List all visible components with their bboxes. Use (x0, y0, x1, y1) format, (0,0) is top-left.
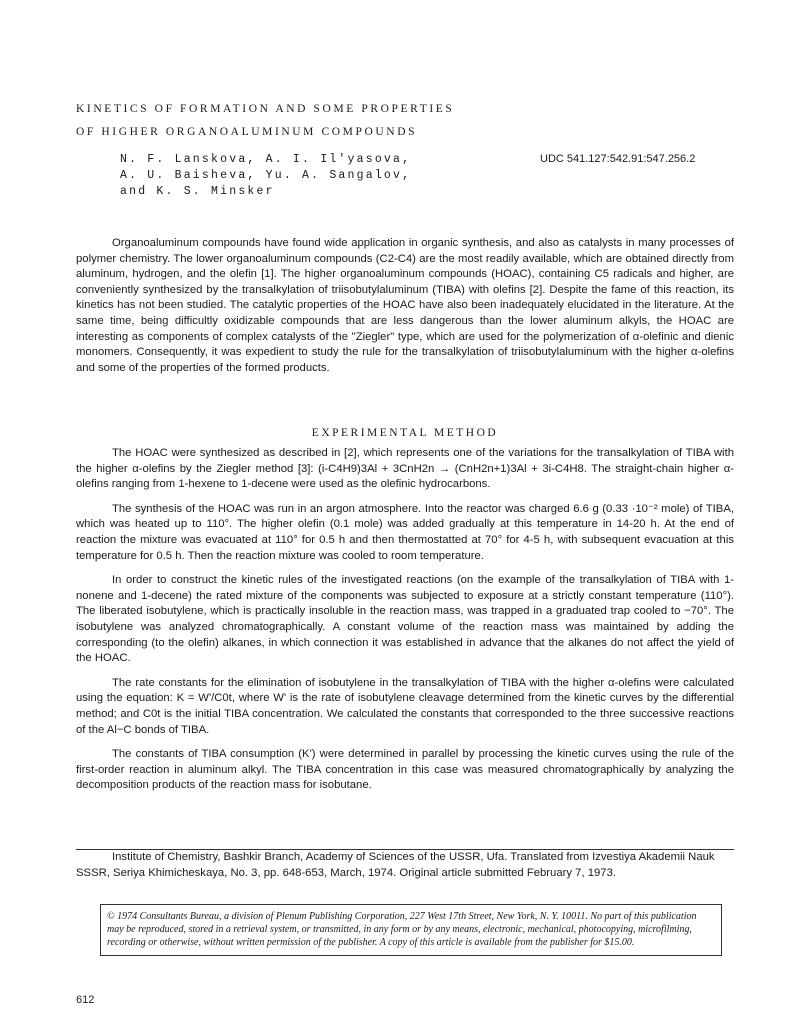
copyright-box: © 1974 Consultants Bureau, a division of Plenum Publishing Corporation, 227 West 17th Street, New York, N. Y. 10011. No part of this publication may be reproduced, stored in a retrieval system, or transmitted, in any form or by any means, electronic, mechanical, photocopying, microfilming, recording or otherwise, without written permission of the publisher. A copy of this article is available from the publisher for $15.00. (100, 904, 722, 956)
methods-paragraph-3: In order to construct the kinetic rules of the investigated reactions (on the example of the transalkylation of TIBA with 1-nonene and 1-decene) the rated mixture of the components was subjected to exposure at a strictly constant temperature (110°). The liberated isobutylene, which is practically insoluble in the reaction mass, was trapped in a graduated trap cooled to −70°. The isobutylene was analyzed chromatographically. A constant volume of the reaction mass was maintained by adding the corresponding (to the olefin) alkanes, in which connection it was established in advance that the alkanes do not affect the yield of the HOAC. (76, 574, 734, 665)
page-number: 612 (76, 994, 95, 1006)
article-title (76, 98, 676, 144)
footnote-text: Institute of Chemistry, Bashkir Branch, Academy of Sciences of the USSR, Ufa. Translated from Izvestiya Akademii Nauk SSSR, Seriya Khimicheskaya, No. 3, pp. 648-653, March, 1974. Original article submitted February 7, 1973. (76, 851, 715, 879)
intro-paragraph: Organoaluminum compounds have found wide application in organic synthesis, and also as catalysts in many processes of polymer chemistry. The lower organoaluminum compounds (C2-C4) are the most readily available, which are obtained directly from aluminum, hydrogen, and the olefin [1]. The higher organoaluminum compounds (HOAC), containing C5 radicals and higher, are conveniently synthesized by the transalkylation of triisobutylaluminum (TIBA) with olefins [2]. Despite the fame of this reaction, its kinetics has not been studied. The catalytic properties of the HOAC have also been inadequately elucidated in the literature. At the same time, being difficultly oxidizable compounds that are less dangerous than the lower aluminum alkyls, the HOAC are interesting as components of complex catalysts of the "Ziegler" type, which are used for the polymerization of α-olefinic and dienic monomers. Consequently, it was expedient to study the rule for the transalkylation of triisobutylaluminum with the higher α-olefins and some of the properties of the formed products. (76, 237, 734, 374)
footnote (76, 850, 734, 881)
methods-paragraph-5: The constants of TIBA consumption (K') were determined in parallel by processing the kinetic curves using the rule of the first-order reaction in aluminum alkyl. The TIBA concentration in this case was measured chromatographically by analyzing the decomposition products of the reaction mass for isobutane. (76, 748, 734, 792)
intro-section (76, 236, 734, 376)
title-line-1: KINETICS OF FORMATION AND SOME PROPERTIES (76, 103, 455, 115)
methods-section (76, 446, 734, 803)
authors-line-1: N. F. Lanskova, A. I. Il'yasova, (120, 153, 412, 166)
author-list (120, 152, 460, 200)
authors-line-3: and K. S. Minsker (120, 185, 275, 198)
methods-paragraph-1: The HOAC were synthesized as described in [2], which represents one of the variations for the transalkylation of TIBA with the higher α-olefins by the Ziegler method [3]: (i-C4H9)3Al + 3CnH2n → (CnH2n+1)3Al + 3i-C4H8. The straight-chain higher α-olefins ranging from 1-hexene to 1-decene were used as the olefinic hydrocarbons. (76, 447, 734, 491)
methods-paragraph-2: The synthesis of the HOAC was run in an argon atmosphere. Into the reactor was charged 6.6 g (0.33 ·10⁻² mole) of TIBA, which was heated up to 110°. The higher olefin (0.1 mole) was added gradually at this temperature in 14-20 h. At the end of reaction the mixture was evacuated at 110° for 0.5 h and then thermostatted at 70° for 4-5 h, with subsequent evacuation at this temperature for 0.5 h. Then the reaction mixture was cooled to room temperature. (76, 502, 734, 562)
methods-paragraph-4: The rate constants for the elimination of isobutylene in the transalkylation of TIBA with the higher α-olefins were calculated using the equation: K = W'/C0t, where W' is the rate of isobutylene cleavage determined from the kinetic curves by the differential method; and C0t is the initial TIBA concentration. We calculated the constants that corresponded to the three successive reactions of the Al−C bonds of TIBA. (76, 676, 734, 736)
section-heading: EXPERIMENTAL METHOD (311, 427, 499, 439)
authors-line-2: A. U. Baisheva, Yu. A. Sangalov, (120, 169, 412, 182)
title-line-2: OF HIGHER ORGANOALUMINUM COMPOUNDS (76, 126, 418, 138)
udc-code: UDC 541.127:542.91:547.256.2 (540, 153, 696, 165)
